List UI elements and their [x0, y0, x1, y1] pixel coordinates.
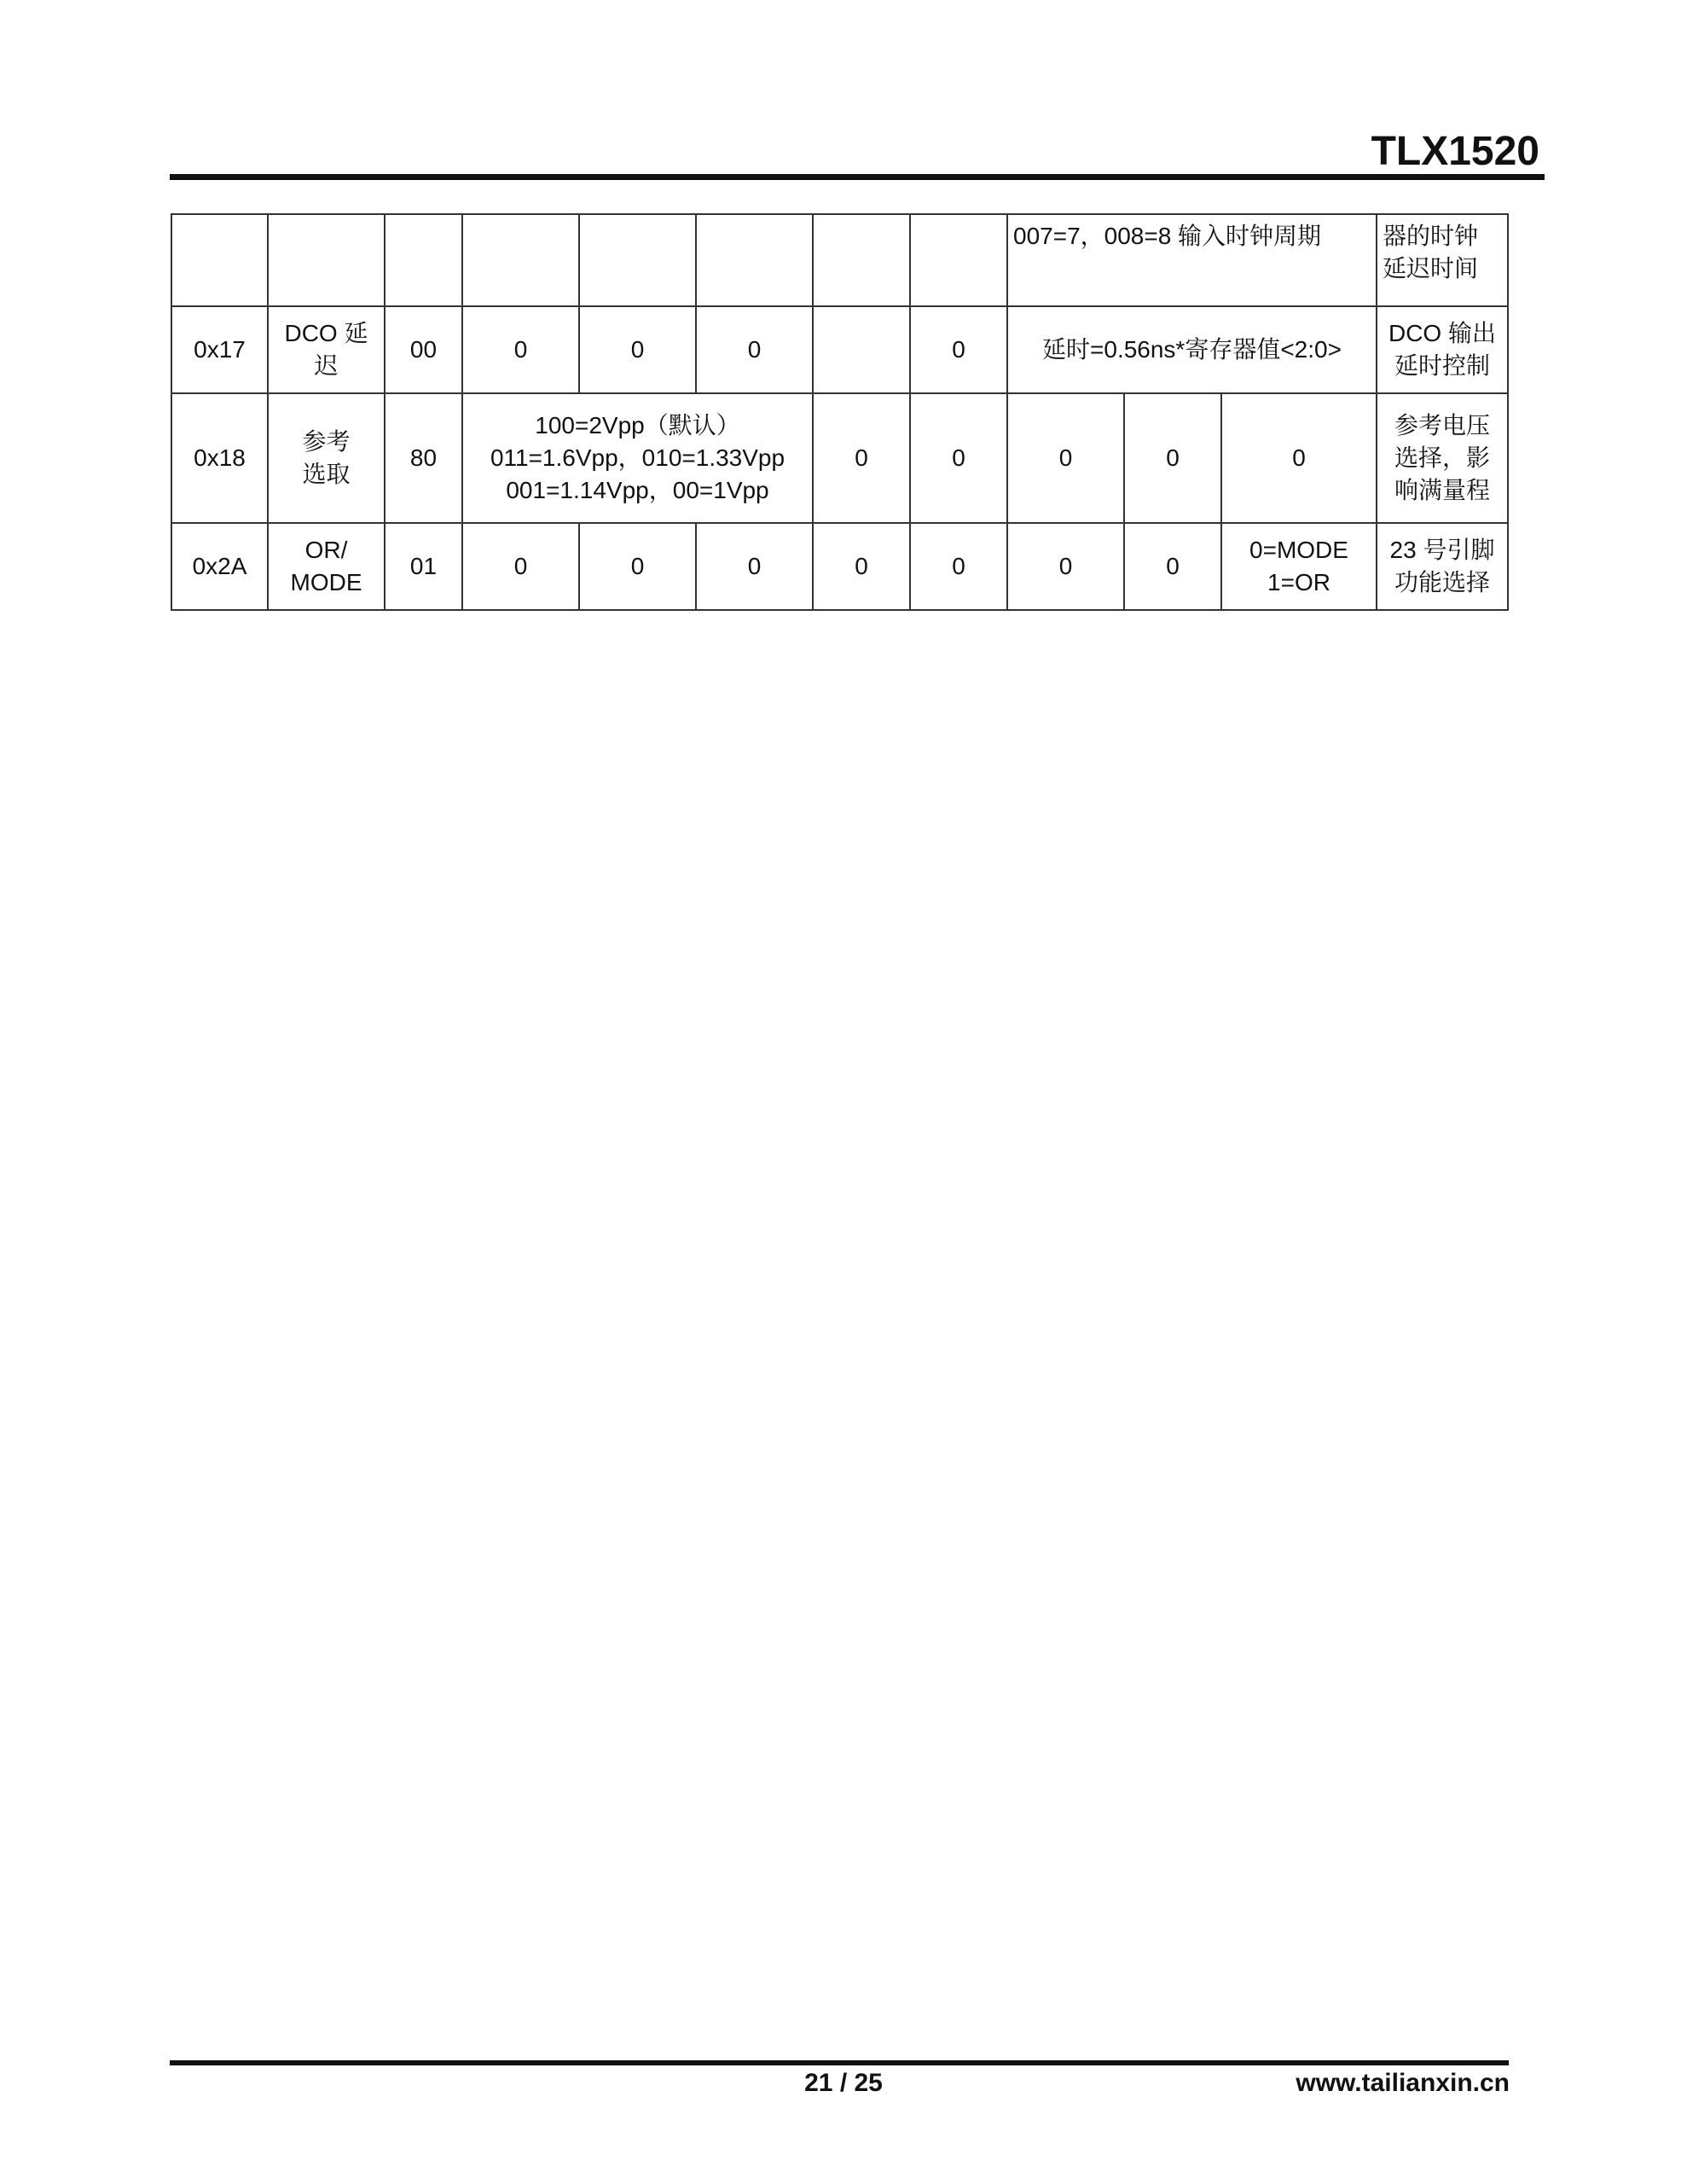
name-line: 迟: [314, 352, 339, 379]
document-title: TLX1520: [1371, 129, 1539, 174]
bit-cell: [813, 306, 910, 393]
function-line: 功能选择: [1394, 569, 1490, 595]
function-line: DCO 输出: [1388, 320, 1496, 347]
page-number: 21 / 25: [804, 2069, 883, 2097]
default-cell: 80: [385, 393, 462, 523]
description-cell: 延时=0.56ns*寄存器值<2:0>: [1007, 306, 1377, 393]
addr-cell: 0x2A: [171, 523, 268, 610]
table-row: [171, 214, 1508, 306]
name-cell: [268, 393, 385, 523]
table-row: [171, 393, 1508, 523]
name-cell: [268, 214, 385, 306]
name-line: 参考: [302, 428, 351, 456]
function-cell: [1377, 214, 1508, 306]
bit-cell: 0: [1221, 393, 1377, 523]
bit-cell: 0: [1007, 523, 1124, 610]
name-line: DCO 延: [284, 320, 368, 347]
table-row: [171, 523, 1508, 610]
bit-cell: [813, 214, 910, 306]
range-cell: [462, 393, 813, 523]
header-divider: [170, 174, 1545, 180]
default-cell: 00: [385, 306, 462, 393]
range-line: 011=1.6Vpp，010=1.33Vpp: [490, 444, 786, 472]
bit-cell: 0: [1124, 523, 1221, 610]
name-line: MODE: [290, 569, 362, 595]
name-line: 选取: [302, 461, 351, 487]
name-line: OR/: [304, 537, 348, 564]
function-line: 延时控制: [1394, 352, 1490, 379]
name-cell: [268, 523, 385, 610]
function-cell: [1377, 523, 1508, 610]
bit-cell: 0: [462, 306, 579, 393]
website-url: www.tailianxin.cn: [1296, 2069, 1510, 2097]
bit-cell: [462, 214, 579, 306]
bit-cell: 0: [910, 306, 1007, 393]
bit-cell: 0: [462, 523, 579, 610]
bit-cell: 0: [579, 306, 696, 393]
bit-cell: 0: [696, 306, 813, 393]
name-cell: [268, 306, 385, 393]
bit-cell: 0: [579, 523, 696, 610]
bit-cell: 0: [910, 523, 1007, 610]
addr-cell: 0x18: [171, 393, 268, 523]
bit-cell: 0: [813, 523, 910, 610]
function-line: 器的时钟: [1383, 223, 1479, 249]
function-line: 响满量程: [1394, 476, 1490, 503]
function-line: 23 号引脚: [1389, 537, 1495, 564]
register-table: [171, 213, 1509, 611]
bit-cell: 0: [813, 393, 910, 523]
bit-cell: [1221, 523, 1377, 610]
description-cell: 007=7，008=8 输入时钟周期: [1007, 214, 1377, 306]
mode-option: 1=OR: [1267, 569, 1330, 595]
function-cell: [1377, 306, 1508, 393]
default-cell: 01: [385, 523, 462, 610]
bit-cell: [910, 214, 1007, 306]
function-line: 延迟时间: [1383, 254, 1479, 282]
addr-cell: 0x17: [171, 306, 268, 393]
addr-cell: [171, 214, 268, 306]
footer-divider: [170, 2060, 1509, 2065]
bit-cell: [696, 214, 813, 306]
mode-option: 0=MODE: [1249, 537, 1348, 564]
table-row: [171, 306, 1508, 393]
bit-cell: [579, 214, 696, 306]
function-line: 选择，影: [1394, 444, 1490, 472]
bit-cell: 0: [696, 523, 813, 610]
bit-cell: 0: [910, 393, 1007, 523]
function-cell: [1377, 393, 1508, 523]
range-line: 100=2Vpp（默认）: [535, 412, 740, 439]
function-line: 参考电压: [1394, 412, 1490, 439]
default-cell: [385, 214, 462, 306]
bit-cell: 0: [1007, 393, 1124, 523]
bit-cell: 0: [1124, 393, 1221, 523]
range-line: 001=1.14Vpp，00=1Vpp: [506, 476, 769, 503]
